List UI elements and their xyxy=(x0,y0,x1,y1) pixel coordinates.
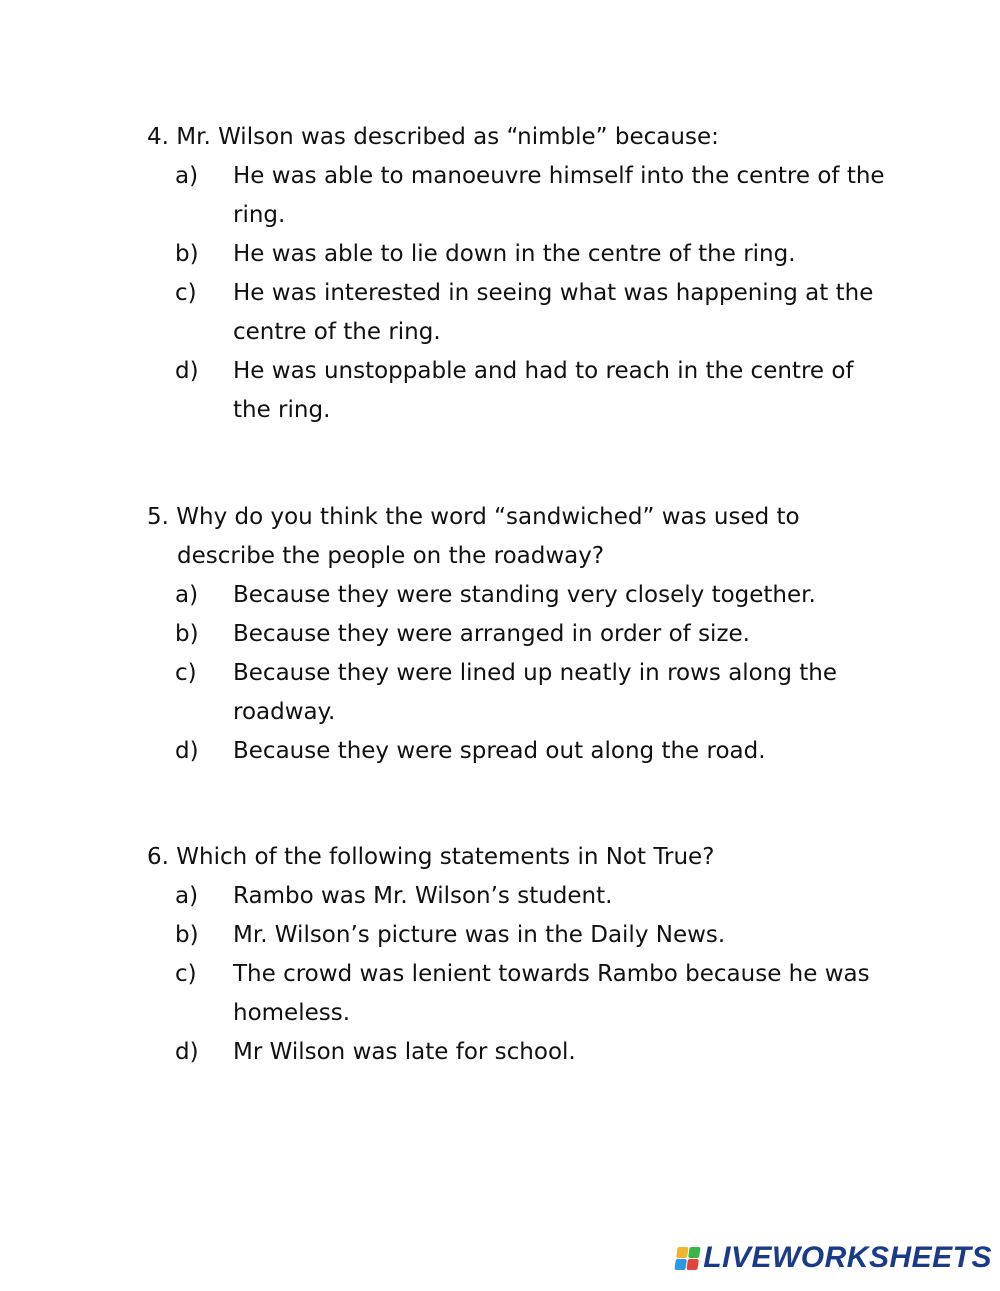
logo-text: LIVEWORKSHEETS xyxy=(703,1241,992,1274)
question-4 xyxy=(147,118,887,430)
option-text: Mr Wilson was late for school. xyxy=(233,1039,576,1065)
answer-option-c[interactable] xyxy=(147,274,887,352)
option-letter: a) xyxy=(175,883,199,909)
answer-option-a[interactable] xyxy=(147,877,887,916)
answer-option-d[interactable] xyxy=(147,1033,887,1072)
option-text: He was able to manoeuvre himself into the centre of the ring. xyxy=(233,163,885,228)
option-text: He was able to lie down in the centre of the ring. xyxy=(233,241,796,267)
answer-option-d[interactable] xyxy=(147,732,887,771)
question-5 xyxy=(147,498,887,771)
option-text: Rambo was Mr. Wilson’s student. xyxy=(233,883,613,909)
question-text: 4. Mr. Wilson was described as “nimble” because: xyxy=(147,124,719,150)
liveworksheets-logo xyxy=(676,1241,992,1275)
option-letter: d) xyxy=(175,358,199,384)
answer-option-b[interactable] xyxy=(147,916,887,955)
logo-tile xyxy=(676,1247,689,1258)
logo-tile xyxy=(675,1259,688,1270)
answer-option-c[interactable] xyxy=(147,654,887,732)
answer-option-d[interactable] xyxy=(147,352,887,430)
option-letter: c) xyxy=(175,660,197,686)
option-text: He was unstoppable and had to reach in the centre of the ring. xyxy=(233,358,854,423)
option-letter: a) xyxy=(175,582,199,608)
option-letter: b) xyxy=(175,922,199,948)
option-letter: d) xyxy=(175,1039,199,1065)
logo-tile xyxy=(688,1247,701,1258)
option-text: Because they were standing very closely together. xyxy=(233,582,816,608)
answer-option-a[interactable] xyxy=(147,576,887,615)
option-text: Because they were arranged in order of size. xyxy=(233,621,750,647)
option-letter: b) xyxy=(175,241,199,267)
question-text: 6. Which of the following statements in Not True? xyxy=(147,844,715,870)
option-text: The crowd was lenient towards Rambo because he was homeless. xyxy=(233,961,870,1026)
option-text: Because they were spread out along the road. xyxy=(233,738,766,764)
option-text: Mr. Wilson’s picture was in the Daily News. xyxy=(233,922,726,948)
question-6 xyxy=(147,838,887,1072)
option-letter: a) xyxy=(175,163,199,189)
option-letter: d) xyxy=(175,738,199,764)
answer-option-b[interactable] xyxy=(147,235,887,274)
option-text: Because they were lined up neatly in rows along the roadway. xyxy=(233,660,837,725)
question-text: 5. Why do you think the word “sandwiched” was used to describe the people on the roadway? xyxy=(147,504,800,569)
option-letter: b) xyxy=(175,621,199,647)
option-letter: c) xyxy=(175,280,197,306)
logo-tile xyxy=(687,1259,700,1270)
option-text: He was interested in seeing what was happening at the centre of the ring. xyxy=(233,280,874,345)
logo-tiles-icon xyxy=(675,1247,701,1270)
answer-option-b[interactable] xyxy=(147,615,887,654)
option-letter: c) xyxy=(175,961,197,987)
answer-option-c[interactable] xyxy=(147,955,887,1033)
answer-option-a[interactable] xyxy=(147,157,887,235)
